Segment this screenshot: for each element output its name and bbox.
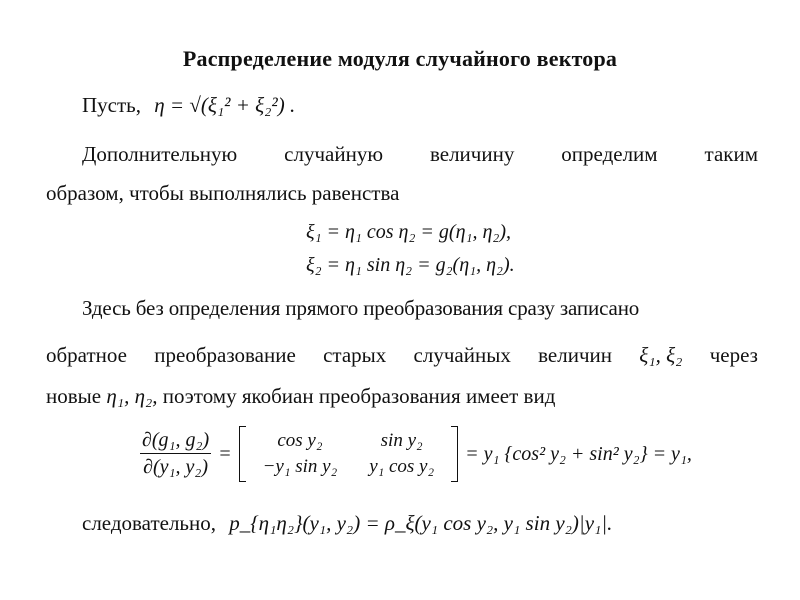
- old-variables: ξ₁, ξ₂: [639, 343, 683, 367]
- jacobian-matrix: [239, 428, 458, 480]
- word: случайную: [284, 142, 384, 166]
- paragraph1-line1: [82, 142, 758, 167]
- word: таким: [704, 142, 758, 166]
- word: Дополнительную: [82, 142, 238, 166]
- word: определим: [561, 142, 658, 166]
- jacobian-fraction: [140, 429, 211, 479]
- equation-2: ξ₂ = η₁ sin η₂ = g₂(η₁, η₂).: [306, 254, 515, 276]
- word: случайных: [413, 343, 511, 367]
- new-variables: η₁, η₂,: [106, 384, 158, 408]
- conclusion-line: [82, 511, 612, 536]
- intro-label: Пусть,: [82, 93, 141, 117]
- text: поэтому якобиан преобразования имеет вид: [162, 384, 556, 408]
- intro-formula: η = √(ξ₁² + ξ₂²) .: [154, 93, 296, 117]
- page-title: Распределение модуля случайного вектора: [182, 46, 618, 71]
- matrix-cell: y₁ cos y₂: [369, 456, 435, 477]
- conclusion-formula: p_{η₁η₂}(y₁, y₂) = ρ_ξ(y₁ cos y₂, y₁ sin y₂)|y₁|.: [229, 511, 613, 535]
- conclusion-label: следовательно,: [82, 511, 216, 535]
- intro-line: [82, 93, 295, 118]
- jacobian-denominator: ∂(y₁, y₂): [143, 456, 208, 478]
- word: величину: [429, 142, 515, 166]
- word: старых: [323, 343, 387, 367]
- word: величин: [538, 343, 612, 367]
- jacobian-formula: $\frac{\text{∂(g₁, g₂)}}{\text{∂(y₁, y₂)}}$ = cos y₂ sin y₂ −y₁ sin y₂ y₁ cos y₂ = y₁ {cos² y₂ + sin² y₂} = y₁,: [142, 429, 692, 478]
- paragraph2-line1: Здесь без определения прямого преобразования сразу записано: [82, 296, 640, 320]
- text: новые: [46, 384, 102, 408]
- matrix-cell: sin y₂: [380, 430, 423, 451]
- equation-1: ξ₁ = η₁ cos η₂ = g(η₁, η₂),: [306, 221, 511, 243]
- word: обратное: [46, 343, 127, 367]
- word: через: [709, 343, 758, 367]
- jacobian-result: = y₁ {cos² y₂ + sin² y₂} = y₁,: [465, 442, 692, 465]
- matrix-cell: −y₁ sin y₂: [262, 456, 338, 477]
- paragraph2-line2: [46, 343, 758, 368]
- jacobian-numerator: ∂(g₁, g₂): [140, 429, 211, 454]
- paragraph2-line3: [46, 384, 555, 409]
- word: преобразование: [154, 343, 296, 367]
- matrix-cell: cos y₂: [277, 430, 323, 451]
- paragraph1-line2: образом, чтобы выполнялись равенства: [46, 181, 400, 205]
